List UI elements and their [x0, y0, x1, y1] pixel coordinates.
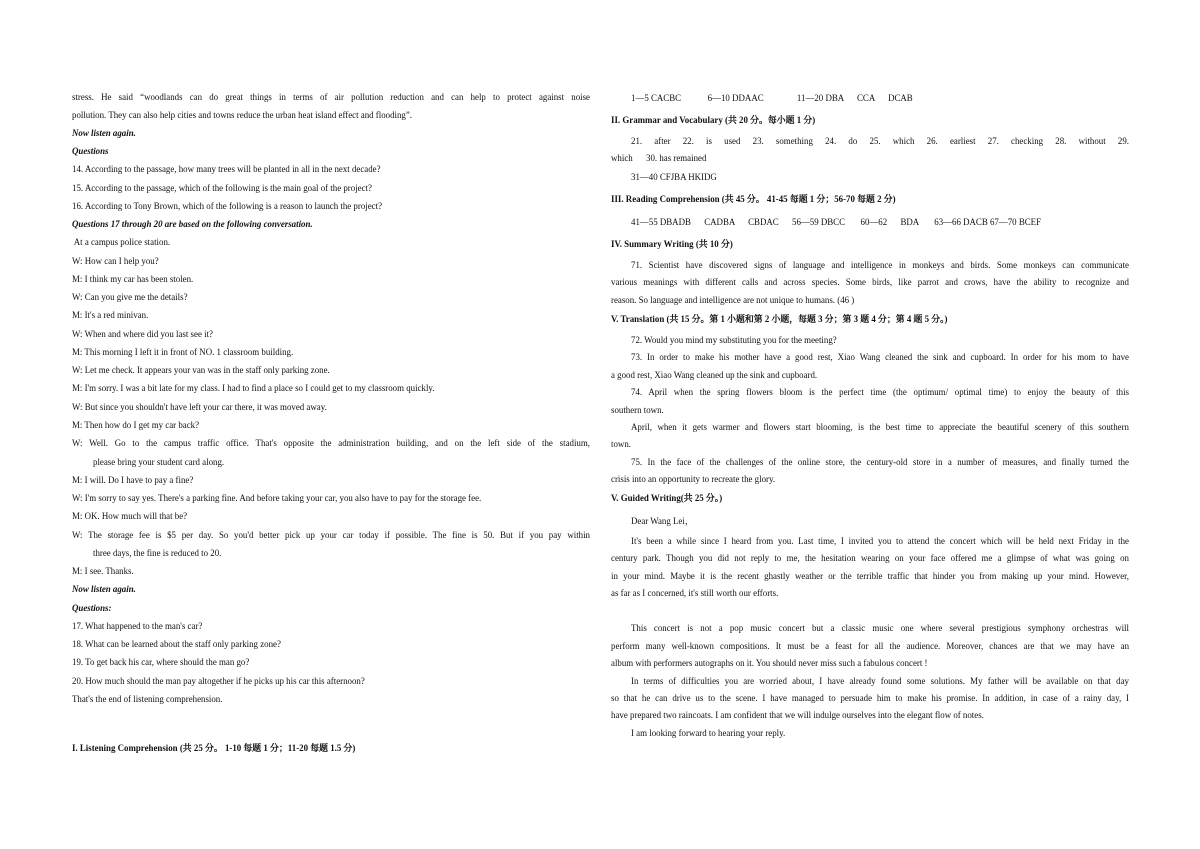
intro-text-line: stress. He said “woodlands can do great things in terms of air pollution reduction and can help to protect against noise: [72, 92, 590, 102]
grammar-answers-line: which 30. has remained: [611, 153, 707, 163]
question-17: 17. What happened to the man's car?: [72, 621, 203, 631]
letter-paragraph-line: have prepared two raincoats. I am confident that we will indulge ourselves into the elegant flow of notes.: [611, 710, 984, 720]
question-14: 14. According to the passage, how many trees will be planted in all in the next decade?: [72, 164, 381, 174]
translation-75: 75. In the face of the challenges of the online store, the century-old store in a number of measures, and finally turned the: [631, 457, 1129, 467]
section-heading-listening: I. Listening Comprehension (共 25 分。 1-10 每题 1 分；11-20 每题 1.5 分): [72, 743, 356, 753]
vocabulary-answers: 31—40 CFJBA HKIDG: [631, 172, 717, 182]
question-15: 15. According to the passage, which of the following is the main goal of the project?: [72, 183, 372, 193]
dialogue-line: W: Let me check. It appears your van was in the staff only parking zone.: [72, 365, 330, 375]
letter-paragraph-line: This concert is not a pop music concert but a classic music one where several prestigious symphony orchestras will: [631, 623, 1129, 633]
answers-1-20: 1—5 CACBC 6—10 DDAAC 11—20 DBA CCA DCAB: [631, 93, 913, 103]
section-heading-reading: III. Reading Comprehension (共 45 分。 41-45 每题 1 分；56-70 每题 2 分): [611, 194, 896, 204]
translation-74-continued: southern town.: [611, 405, 664, 415]
letter-paragraph-line: century park. Though you did not reply to me, the hesitation wearing on your face offered me a glimpse of what was going on: [611, 553, 1129, 563]
section-heading-translation: V. Translation (共 15 分。第 1 小题和第 2 小题，每题 3 分；第 3 题 4 分；第 4 题 5 分。): [611, 314, 948, 324]
dialogue-line: W: Can you give me the details?: [72, 292, 188, 302]
dialogue-line: M: Then how do I get my car back?: [72, 420, 200, 430]
questions-heading: Questions:: [72, 603, 112, 613]
letter-paragraph-line: In terms of difficulties you are worried about, I have already found some solutions. My father will be available on that day: [631, 676, 1129, 686]
translation-73-continued: a good rest, Xiao Wang cleaned up the sink and cupboard.: [611, 370, 818, 380]
translation-74-alt-continued: town.: [611, 439, 631, 449]
letter-paragraph-line: It's been a while since I heard from you. Last time, I invited you to attend the concert which will be held next Friday in the: [631, 536, 1129, 546]
summary-line: reason. So language and intelligence are not unique to humans. (46 ): [611, 295, 855, 305]
conversation-scene: At a campus police station.: [72, 237, 171, 247]
dialogue-line-continued: three days, the fine is reduced to 20.: [93, 548, 222, 558]
questions-heading: Questions: [72, 146, 109, 156]
dialogue-line: M: It's a red minivan.: [72, 310, 149, 320]
reading-answers: 41—55 DBADB CADBA CBDAC 56—59 DBCC 60—62 BDA 63—66 DACB 67—70 BCEF: [631, 217, 1042, 227]
question-18: 18. What can be learned about the staff only parking zone?: [72, 639, 281, 649]
translation-74: 74. April when the spring flowers bloom is the perfect time (the optimum/ optimal time) to enjoy the beauty of this: [631, 387, 1129, 397]
translation-73: 73. In order to make his mother have a good rest, Xiao Wang cleaned the sink and cupboard. In order for his mom to have: [631, 352, 1129, 362]
summary-line: 71. Scientist have discovered signs of language and intelligence in monkeys and birds. Some monkeys can communicate: [631, 260, 1129, 270]
grammar-answers-line: 21. after 22. is used 23. something 24. do 25. which 26. earliest 27. checking 28. without 29.: [631, 136, 1129, 146]
letter-paragraph-line: perform many well-known compositions. It must be a feast for all the audience. Moreover, chances are that we may have an: [611, 641, 1129, 651]
section-heading-grammar: II. Grammar and Vocabulary (共 20 分。每小题 1 分): [611, 115, 816, 125]
letter-closing: I am looking forward to hearing your reply.: [631, 728, 786, 738]
dialogue-line: W: When and where did you last see it?: [72, 329, 213, 339]
conversation-heading: Questions 17 through 20 are based on the following conversation.: [72, 219, 313, 229]
dialogue-line: M: This morning I left it in front of NO. 1 classroom building.: [72, 347, 294, 357]
dialogue-line: M: I see. Thanks.: [72, 566, 134, 576]
question-20: 20. How much should the man pay altogether if he picks up his car this afternoon?: [72, 676, 365, 686]
section-heading-summary: IV. Summary Writing (共 10 分): [611, 239, 733, 249]
dialogue-line: M: OK. How much will that be?: [72, 511, 188, 521]
question-16: 16. According to Tony Brown, which of the following is a reason to launch the project?: [72, 201, 383, 211]
letter-paragraph-line: in your mind. Maybe it is the recent ghastly weather or the terrible traffic that hinder you from making up your mind. However,: [611, 571, 1129, 581]
dialogue-line: W: The storage fee is $5 per day. So you'd better pick up your car today if possible. The fine is 50. But if you pay within: [72, 530, 590, 540]
dialogue-line: W: Well. Go to the campus traffic office. That's opposite the administration building, and on the left side of the stadium,: [72, 438, 590, 448]
intro-text-line: pollution. They can also help cities and towns reduce the urban heat island effect and flooding”.: [72, 110, 413, 120]
dialogue-line: M: I will. Do I have to pay a fine?: [72, 475, 194, 485]
dialogue-line: W: How can I help you?: [72, 256, 159, 266]
listening-end-text: That's the end of listening comprehension.: [72, 694, 223, 704]
letter-paragraph-line: so that he can drive us to the scene. I have managed to persuade him to make his promise. In addition, in case of a rainy day, I: [611, 693, 1129, 703]
letter-salutation: Dear Wang Lei，: [631, 516, 694, 526]
now-listen-again: Now listen again.: [72, 128, 136, 138]
translation-72: 72. Would you mind my substituting you for the meeting?: [631, 335, 837, 345]
letter-paragraph-line: as far as I concerned, it's still worth our efforts.: [611, 588, 779, 598]
dialogue-line: W: I'm sorry to say yes. There's a parking fine. And before taking your car, you also have to pay for the storage fee.: [72, 493, 482, 503]
translation-75-continued: crisis into an opportunity to recreate the glory.: [611, 474, 776, 484]
dialogue-line: M: I think my car has been stolen.: [72, 274, 194, 284]
now-listen-again: Now listen again.: [72, 584, 136, 594]
section-heading-writing: V. Guided Writing(共 25 分。): [611, 493, 723, 503]
dialogue-line-continued: please bring your student card along.: [93, 457, 225, 467]
question-19: 19. To get back his car, where should the man go?: [72, 657, 250, 667]
dialogue-line: W: But since you shouldn't have left your car there, it was moved away.: [72, 402, 327, 412]
summary-line: various meanings with different calls and across species. Some birds, like parrot and crows, have the ability to recognize and: [611, 277, 1129, 287]
letter-paragraph-line: album with performers autographs on it. You should never miss such a fabulous concert !: [611, 658, 928, 668]
dialogue-line: M: I'm sorry. I was a bit late for my class. I had to find a place so I could get to my classroom quickly.: [72, 383, 435, 393]
translation-74-alt: April, when it gets warmer and flowers start blooming, is the best time to appreciate the beautiful scenery of this southern: [631, 422, 1129, 432]
